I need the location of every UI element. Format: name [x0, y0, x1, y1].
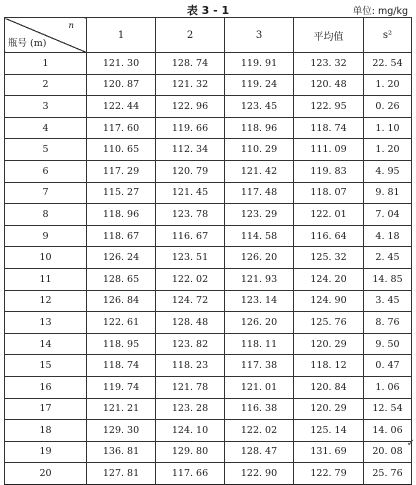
- cell-value-2: 123. 28: [156, 398, 225, 420]
- cell-value-3: 128. 47: [225, 441, 294, 463]
- cell-bottle-number: 3: [5, 96, 87, 118]
- cell-mean: 131. 69: [294, 441, 364, 463]
- table-row: [5, 225, 412, 247]
- cell-mean: 125. 76: [294, 312, 364, 334]
- cell-value-2: 123. 82: [156, 333, 225, 355]
- cell-value-1: 128. 65: [87, 268, 156, 290]
- table-row: [5, 204, 412, 226]
- corner-check-mark-icon: ✓: [406, 438, 415, 449]
- cell-value-2: 129. 80: [156, 441, 225, 463]
- cell-value-1: 120. 87: [87, 74, 156, 96]
- cell-value-3: 118. 11: [225, 333, 294, 355]
- cell-value-1: 118. 67: [87, 225, 156, 247]
- cell-value-2: 112. 34: [156, 139, 225, 161]
- cell-bottle-number: 18: [5, 420, 87, 442]
- cell-bottle-number: 13: [5, 312, 87, 334]
- cell-value-3: 110. 29: [225, 139, 294, 161]
- table-caption: [0, 2, 416, 16]
- cell-value-1: 119. 74: [87, 376, 156, 398]
- cell-variance: 9. 81: [364, 182, 412, 204]
- cell-value-3: 123. 29: [225, 204, 294, 226]
- cell-value-3: 119. 24: [225, 74, 294, 96]
- cell-value-1: 110. 65: [87, 139, 156, 161]
- cell-variance: 20. 08: [364, 441, 412, 463]
- cell-mean: 118. 74: [294, 117, 364, 139]
- cell-bottle-number: 7: [5, 182, 87, 204]
- cell-value-1: 117. 29: [87, 160, 156, 182]
- table-row: [5, 420, 412, 442]
- cell-value-1: 117. 60: [87, 117, 156, 139]
- cell-value-3: 119. 91: [225, 53, 294, 75]
- cell-value-3: 121. 93: [225, 268, 294, 290]
- cell-value-2: 116. 67: [156, 225, 225, 247]
- cell-variance: 4. 18: [364, 225, 412, 247]
- cell-value-2: 124. 10: [156, 420, 225, 442]
- cell-value-3: 118. 96: [225, 117, 294, 139]
- header-corner-cell: [5, 18, 87, 53]
- cell-bottle-number: 8: [5, 204, 87, 226]
- cell-value-3: 122. 90: [225, 463, 294, 485]
- cell-bottle-number: 15: [5, 355, 87, 377]
- cell-mean: 119. 83: [294, 160, 364, 182]
- header-col-1: 1: [87, 18, 156, 53]
- cell-variance: 1. 06: [364, 376, 412, 398]
- cell-mean: 124. 20: [294, 268, 364, 290]
- cell-mean: 120. 29: [294, 398, 364, 420]
- cell-mean: 120. 84: [294, 376, 364, 398]
- cell-value-3: 117. 38: [225, 355, 294, 377]
- cell-value-2: 121. 78: [156, 376, 225, 398]
- cell-value-1: 129. 30: [87, 420, 156, 442]
- cell-value-1: 121. 30: [87, 53, 156, 75]
- cell-variance: 12. 54: [364, 398, 412, 420]
- cell-variance: 22. 54: [364, 53, 412, 75]
- header-corner-bottle: 瓶号 (m): [8, 38, 47, 49]
- cell-value-2: 123. 51: [156, 247, 225, 269]
- cell-mean: 116. 64: [294, 225, 364, 247]
- cell-bottle-number: 19: [5, 441, 87, 463]
- table-row: [5, 182, 412, 204]
- cell-value-1: 118. 95: [87, 333, 156, 355]
- cell-variance: 0. 47: [364, 355, 412, 377]
- header-col-2: 2: [156, 18, 225, 53]
- cell-mean: 123. 32: [294, 53, 364, 75]
- cell-value-1: 118. 96: [87, 204, 156, 226]
- cell-variance: 1. 10: [364, 117, 412, 139]
- header-corner-n: n: [68, 21, 74, 31]
- cell-value-1: 115. 27: [87, 182, 156, 204]
- header-row: [5, 18, 412, 53]
- cell-value-3: 117. 48: [225, 182, 294, 204]
- table-row: [5, 160, 412, 182]
- cell-value-1: 122. 61: [87, 312, 156, 334]
- table-row: [5, 333, 412, 355]
- cell-bottle-number: 9: [5, 225, 87, 247]
- table-row: [5, 463, 412, 485]
- table-body: [5, 53, 412, 485]
- cell-bottle-number: 20: [5, 463, 87, 485]
- cell-bottle-number: 6: [5, 160, 87, 182]
- cell-variance: 14. 85: [364, 268, 412, 290]
- cell-bottle-number: 17: [5, 398, 87, 420]
- cell-value-2: 121. 32: [156, 74, 225, 96]
- cell-variance: 9. 50: [364, 333, 412, 355]
- cell-value-2: 128. 74: [156, 53, 225, 75]
- table-row: [5, 96, 412, 118]
- table-row: [5, 53, 412, 75]
- cell-value-3: 123. 45: [225, 96, 294, 118]
- cell-mean: 118. 12: [294, 355, 364, 377]
- cell-value-3: 121. 01: [225, 376, 294, 398]
- table-row: [5, 355, 412, 377]
- table-row: [5, 268, 412, 290]
- cell-value-2: 128. 48: [156, 312, 225, 334]
- cell-value-2: 122. 02: [156, 268, 225, 290]
- cell-value-2: 119. 66: [156, 117, 225, 139]
- cell-variance: 2. 45: [364, 247, 412, 269]
- data-table: [4, 17, 412, 485]
- table-row: [5, 312, 412, 334]
- cell-value-3: 116. 38: [225, 398, 294, 420]
- cell-value-2: 123. 78: [156, 204, 225, 226]
- cell-value-2: 121. 45: [156, 182, 225, 204]
- cell-bottle-number: 2: [5, 74, 87, 96]
- header-col-mean: 平均值: [294, 18, 364, 53]
- cell-value-3: 126. 20: [225, 247, 294, 269]
- cell-bottle-number: 5: [5, 139, 87, 161]
- cell-mean: 122. 95: [294, 96, 364, 118]
- cell-mean: 120. 29: [294, 333, 364, 355]
- table-row: [5, 74, 412, 96]
- cell-variance: 8. 76: [364, 312, 412, 334]
- cell-value-1: 136. 81: [87, 441, 156, 463]
- cell-mean: 122. 01: [294, 204, 364, 226]
- header-col-variance: s²: [364, 18, 412, 53]
- cell-mean: 125. 14: [294, 420, 364, 442]
- table-unit: 单位: mg/kg: [352, 6, 408, 17]
- cell-value-2: 118. 23: [156, 355, 225, 377]
- cell-value-2: 120. 79: [156, 160, 225, 182]
- cell-value-2: 122. 96: [156, 96, 225, 118]
- cell-mean: 122. 79: [294, 463, 364, 485]
- cell-variance: 4. 95: [364, 160, 412, 182]
- cell-value-1: 121. 21: [87, 398, 156, 420]
- cell-variance: 7. 04: [364, 204, 412, 226]
- header-col-3: 3: [225, 18, 294, 53]
- cell-value-3: 126. 20: [225, 312, 294, 334]
- cell-variance: 1. 20: [364, 139, 412, 161]
- cell-mean: 118. 07: [294, 182, 364, 204]
- cell-variance: 3. 45: [364, 290, 412, 312]
- table-row: [5, 398, 412, 420]
- table-row: [5, 376, 412, 398]
- cell-value-1: 118. 74: [87, 355, 156, 377]
- table-row: [5, 139, 412, 161]
- cell-mean: 125. 32: [294, 247, 364, 269]
- cell-value-3: 114. 58: [225, 225, 294, 247]
- cell-bottle-number: 14: [5, 333, 87, 355]
- cell-value-1: 127. 81: [87, 463, 156, 485]
- cell-bottle-number: 12: [5, 290, 87, 312]
- table-row: [5, 247, 412, 269]
- cell-value-2: 117. 66: [156, 463, 225, 485]
- table-row: [5, 290, 412, 312]
- cell-value-3: 123. 14: [225, 290, 294, 312]
- cell-value-3: 122. 02: [225, 420, 294, 442]
- cell-variance: 0. 26: [364, 96, 412, 118]
- cell-bottle-number: 4: [5, 117, 87, 139]
- cell-bottle-number: 16: [5, 376, 87, 398]
- cell-variance: 1. 20: [364, 74, 412, 96]
- cell-bottle-number: 1: [5, 53, 87, 75]
- cell-value-1: 126. 24: [87, 247, 156, 269]
- table-row: [5, 441, 412, 463]
- cell-variance: 25. 76: [364, 463, 412, 485]
- cell-value-1: 126. 84: [87, 290, 156, 312]
- cell-variance: 14. 06: [364, 420, 412, 442]
- cell-value-3: 121. 42: [225, 160, 294, 182]
- cell-bottle-number: 10: [5, 247, 87, 269]
- cell-bottle-number: 11: [5, 268, 87, 290]
- cell-mean: 111. 09: [294, 139, 364, 161]
- table-row: [5, 117, 412, 139]
- cell-mean: 124. 90: [294, 290, 364, 312]
- table-title: 表 3 - 1: [186, 4, 230, 17]
- cell-value-2: 124. 72: [156, 290, 225, 312]
- cell-mean: 120. 48: [294, 74, 364, 96]
- cell-value-1: 122. 44: [87, 96, 156, 118]
